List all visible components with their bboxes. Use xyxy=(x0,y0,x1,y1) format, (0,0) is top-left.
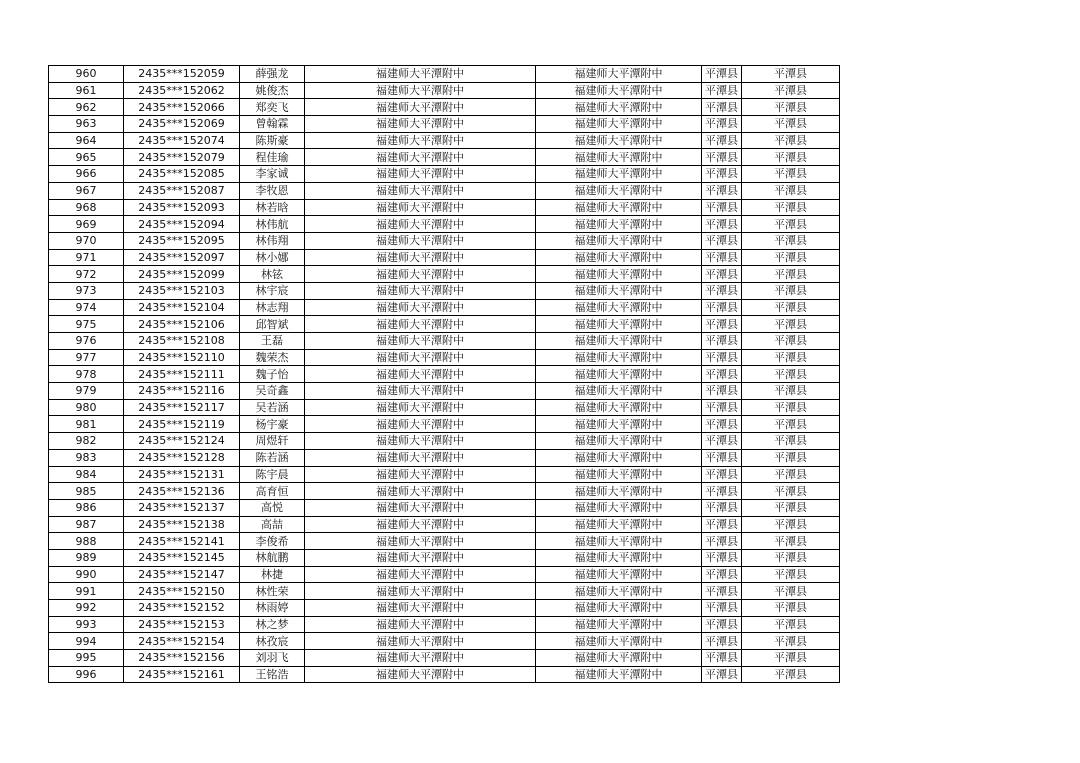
row-number-cell: 972 xyxy=(49,266,124,283)
admitted-school-cell: 福建师大平潭附中 xyxy=(536,483,702,500)
region-cell: 平潭县 xyxy=(742,316,840,333)
county-cell: 平潭县 xyxy=(702,299,742,316)
row-number-cell: 970 xyxy=(49,232,124,249)
admitted-school-cell: 福建师大平潭附中 xyxy=(536,316,702,333)
admitted-school-cell: 福建师大平潭附中 xyxy=(536,650,702,667)
row-number-cell: 963 xyxy=(49,116,124,133)
county-cell: 平潭县 xyxy=(702,199,742,216)
row-number-cell: 978 xyxy=(49,366,124,383)
admitted-school-cell: 福建师大平潭附中 xyxy=(536,199,702,216)
school-cell: 福建师大平潭附中 xyxy=(305,499,536,516)
student-name-cell: 林雨婷 xyxy=(240,600,305,617)
region-cell: 平潭县 xyxy=(742,666,840,683)
region-cell: 平潭县 xyxy=(742,282,840,299)
county-cell: 平潭县 xyxy=(702,633,742,650)
admitted-school-cell: 福建师大平潭附中 xyxy=(536,466,702,483)
admitted-school-cell: 福建师大平潭附中 xyxy=(536,449,702,466)
school-cell: 福建师大平潭附中 xyxy=(305,232,536,249)
county-cell: 平潭县 xyxy=(702,483,742,500)
table-row xyxy=(49,349,840,366)
student-name-cell: 林孜宸 xyxy=(240,633,305,650)
school-cell: 福建师大平潭附中 xyxy=(305,299,536,316)
region-cell: 平潭县 xyxy=(742,66,840,83)
school-cell: 福建师大平潭附中 xyxy=(305,149,536,166)
region-cell: 平潭县 xyxy=(742,366,840,383)
table-row xyxy=(49,549,840,566)
school-cell: 福建师大平潭附中 xyxy=(305,650,536,667)
row-number-cell: 961 xyxy=(49,82,124,99)
candidate-id-cell: 2435***152161 xyxy=(124,666,240,683)
region-cell: 平潭县 xyxy=(742,266,840,283)
row-number-cell: 983 xyxy=(49,449,124,466)
table-row xyxy=(49,416,840,433)
school-cell: 福建师大平潭附中 xyxy=(305,266,536,283)
row-number-cell: 975 xyxy=(49,316,124,333)
student-name-cell: 程佳瑜 xyxy=(240,149,305,166)
school-cell: 福建师大平潭附中 xyxy=(305,216,536,233)
roster-body xyxy=(49,66,840,683)
admitted-school-cell: 福建师大平潭附中 xyxy=(536,499,702,516)
candidate-id-cell: 2435***152116 xyxy=(124,383,240,400)
school-cell: 福建师大平潭附中 xyxy=(305,333,536,350)
school-cell: 福建师大平潭附中 xyxy=(305,466,536,483)
student-name-cell: 林铉 xyxy=(240,266,305,283)
row-number-cell: 993 xyxy=(49,616,124,633)
row-number-cell: 976 xyxy=(49,333,124,350)
table-row xyxy=(49,282,840,299)
row-number-cell: 980 xyxy=(49,399,124,416)
school-cell: 福建师大平潭附中 xyxy=(305,516,536,533)
candidate-id-cell: 2435***152085 xyxy=(124,166,240,183)
candidate-id-cell: 2435***152150 xyxy=(124,583,240,600)
school-cell: 福建师大平潭附中 xyxy=(305,366,536,383)
region-cell: 平潭县 xyxy=(742,216,840,233)
student-name-cell: 曾翰霖 xyxy=(240,116,305,133)
student-name-cell: 魏荣杰 xyxy=(240,349,305,366)
row-number-cell: 960 xyxy=(49,66,124,83)
county-cell: 平潭县 xyxy=(702,383,742,400)
school-cell: 福建师大平潭附中 xyxy=(305,99,536,116)
candidate-id-cell: 2435***152093 xyxy=(124,199,240,216)
county-cell: 平潭县 xyxy=(702,399,742,416)
table-row xyxy=(49,182,840,199)
school-cell: 福建师大平潭附中 xyxy=(305,199,536,216)
region-cell: 平潭县 xyxy=(742,199,840,216)
county-cell: 平潭县 xyxy=(702,616,742,633)
school-cell: 福建师大平潭附中 xyxy=(305,666,536,683)
candidate-id-cell: 2435***152141 xyxy=(124,533,240,550)
table-row xyxy=(49,383,840,400)
school-cell: 福建师大平潭附中 xyxy=(305,316,536,333)
admitted-school-cell: 福建师大平潭附中 xyxy=(536,399,702,416)
admitted-school-cell: 福建师大平潭附中 xyxy=(536,333,702,350)
table-row xyxy=(49,82,840,99)
county-cell: 平潭县 xyxy=(702,366,742,383)
county-cell: 平潭县 xyxy=(702,166,742,183)
admitted-school-cell: 福建师大平潭附中 xyxy=(536,633,702,650)
school-cell: 福建师大平潭附中 xyxy=(305,282,536,299)
candidate-id-cell: 2435***152108 xyxy=(124,333,240,350)
school-cell: 福建师大平潭附中 xyxy=(305,132,536,149)
admitted-school-cell: 福建师大平潭附中 xyxy=(536,149,702,166)
school-cell: 福建师大平潭附中 xyxy=(305,66,536,83)
row-number-cell: 995 xyxy=(49,650,124,667)
student-name-cell: 姚俊杰 xyxy=(240,82,305,99)
school-cell: 福建师大平潭附中 xyxy=(305,166,536,183)
county-cell: 平潭县 xyxy=(702,533,742,550)
row-number-cell: 994 xyxy=(49,633,124,650)
region-cell: 平潭县 xyxy=(742,466,840,483)
school-cell: 福建师大平潭附中 xyxy=(305,383,536,400)
table-row xyxy=(49,249,840,266)
admitted-school-cell: 福建师大平潭附中 xyxy=(536,366,702,383)
admitted-school-cell: 福建师大平潭附中 xyxy=(536,182,702,199)
candidate-id-cell: 2435***152062 xyxy=(124,82,240,99)
region-cell: 平潭县 xyxy=(742,516,840,533)
school-cell: 福建师大平潭附中 xyxy=(305,583,536,600)
county-cell: 平潭县 xyxy=(702,449,742,466)
admitted-school-cell: 福建师大平潭附中 xyxy=(536,66,702,83)
candidate-id-cell: 2435***152128 xyxy=(124,449,240,466)
table-row xyxy=(49,583,840,600)
school-cell: 福建师大平潭附中 xyxy=(305,483,536,500)
admitted-school-cell: 福建师大平潭附中 xyxy=(536,99,702,116)
student-name-cell: 刘羽飞 xyxy=(240,650,305,667)
student-name-cell: 陈若涵 xyxy=(240,449,305,466)
student-name-cell: 李俊希 xyxy=(240,533,305,550)
student-name-cell: 周煜轩 xyxy=(240,433,305,450)
table-row xyxy=(49,483,840,500)
candidate-id-cell: 2435***152117 xyxy=(124,399,240,416)
row-number-cell: 965 xyxy=(49,149,124,166)
student-name-cell: 陈宇晨 xyxy=(240,466,305,483)
student-name-cell: 王磊 xyxy=(240,333,305,350)
county-cell: 平潭县 xyxy=(702,316,742,333)
table-row xyxy=(49,132,840,149)
school-cell: 福建师大平潭附中 xyxy=(305,549,536,566)
student-name-cell: 林航鹏 xyxy=(240,549,305,566)
table-row xyxy=(49,99,840,116)
admitted-school-cell: 福建师大平潭附中 xyxy=(536,516,702,533)
row-number-cell: 987 xyxy=(49,516,124,533)
school-cell: 福建师大平潭附中 xyxy=(305,449,536,466)
county-cell: 平潭县 xyxy=(702,549,742,566)
table-row xyxy=(49,449,840,466)
admitted-school-cell: 福建师大平潭附中 xyxy=(536,433,702,450)
school-cell: 福建师大平潭附中 xyxy=(305,82,536,99)
school-cell: 福建师大平潭附中 xyxy=(305,116,536,133)
table-row xyxy=(49,116,840,133)
county-cell: 平潭县 xyxy=(702,600,742,617)
row-number-cell: 974 xyxy=(49,299,124,316)
row-number-cell: 962 xyxy=(49,99,124,116)
admitted-school-cell: 福建师大平潭附中 xyxy=(536,116,702,133)
row-number-cell: 981 xyxy=(49,416,124,433)
county-cell: 平潭县 xyxy=(702,666,742,683)
row-number-cell: 977 xyxy=(49,349,124,366)
student-name-cell: 杨宇豪 xyxy=(240,416,305,433)
student-name-cell: 林若晗 xyxy=(240,199,305,216)
region-cell: 平潭县 xyxy=(742,116,840,133)
table-row xyxy=(49,316,840,333)
table-row xyxy=(49,232,840,249)
admitted-school-cell: 福建师大平潭附中 xyxy=(536,383,702,400)
county-cell: 平潭县 xyxy=(702,216,742,233)
county-cell: 平潭县 xyxy=(702,416,742,433)
candidate-id-cell: 2435***152154 xyxy=(124,633,240,650)
student-name-cell: 林小娜 xyxy=(240,249,305,266)
candidate-id-cell: 2435***152137 xyxy=(124,499,240,516)
school-cell: 福建师大平潭附中 xyxy=(305,566,536,583)
admitted-school-cell: 福建师大平潭附中 xyxy=(536,82,702,99)
row-number-cell: 969 xyxy=(49,216,124,233)
school-cell: 福建师大平潭附中 xyxy=(305,433,536,450)
candidate-id-cell: 2435***152110 xyxy=(124,349,240,366)
candidate-id-cell: 2435***152066 xyxy=(124,99,240,116)
candidate-id-cell: 2435***152069 xyxy=(124,116,240,133)
row-number-cell: 979 xyxy=(49,383,124,400)
student-name-cell: 高悦 xyxy=(240,499,305,516)
county-cell: 平潭县 xyxy=(702,132,742,149)
region-cell: 平潭县 xyxy=(742,499,840,516)
region-cell: 平潭县 xyxy=(742,383,840,400)
candidate-id-cell: 2435***152087 xyxy=(124,182,240,199)
county-cell: 平潭县 xyxy=(702,516,742,533)
row-number-cell: 968 xyxy=(49,199,124,216)
table-row xyxy=(49,499,840,516)
student-name-cell: 林宇宸 xyxy=(240,282,305,299)
candidate-id-cell: 2435***152131 xyxy=(124,466,240,483)
admitted-school-cell: 福建师大平潭附中 xyxy=(536,600,702,617)
row-number-cell: 992 xyxy=(49,600,124,617)
region-cell: 平潭县 xyxy=(742,149,840,166)
student-name-cell: 吴若涵 xyxy=(240,399,305,416)
student-name-cell: 王铭浩 xyxy=(240,666,305,683)
county-cell: 平潭县 xyxy=(702,149,742,166)
candidate-id-cell: 2435***152094 xyxy=(124,216,240,233)
county-cell: 平潭县 xyxy=(702,232,742,249)
admitted-school-cell: 福建师大平潭附中 xyxy=(536,166,702,183)
row-number-cell: 964 xyxy=(49,132,124,149)
student-name-cell: 高育恒 xyxy=(240,483,305,500)
admitted-school-cell: 福建师大平潭附中 xyxy=(536,533,702,550)
student-name-cell: 林志翔 xyxy=(240,299,305,316)
row-number-cell: 982 xyxy=(49,433,124,450)
candidate-id-cell: 2435***152103 xyxy=(124,282,240,299)
candidate-id-cell: 2435***152153 xyxy=(124,616,240,633)
admitted-school-cell: 福建师大平潭附中 xyxy=(536,549,702,566)
admitted-school-cell: 福建师大平潭附中 xyxy=(536,566,702,583)
school-cell: 福建师大平潭附中 xyxy=(305,182,536,199)
school-cell: 福建师大平潭附中 xyxy=(305,399,536,416)
student-name-cell: 魏子怡 xyxy=(240,366,305,383)
county-cell: 平潭县 xyxy=(702,182,742,199)
region-cell: 平潭县 xyxy=(742,633,840,650)
region-cell: 平潭县 xyxy=(742,483,840,500)
candidate-id-cell: 2435***152104 xyxy=(124,299,240,316)
county-cell: 平潭县 xyxy=(702,499,742,516)
student-name-cell: 林捷 xyxy=(240,566,305,583)
candidate-id-cell: 2435***152136 xyxy=(124,483,240,500)
student-roster-table xyxy=(48,65,840,683)
row-number-cell: 984 xyxy=(49,466,124,483)
candidate-id-cell: 2435***152106 xyxy=(124,316,240,333)
school-cell: 福建师大平潭附中 xyxy=(305,349,536,366)
candidate-id-cell: 2435***152074 xyxy=(124,132,240,149)
school-cell: 福建师大平潭附中 xyxy=(305,616,536,633)
school-cell: 福建师大平潭附中 xyxy=(305,633,536,650)
region-cell: 平潭县 xyxy=(742,650,840,667)
region-cell: 平潭县 xyxy=(742,616,840,633)
row-number-cell: 986 xyxy=(49,499,124,516)
row-number-cell: 991 xyxy=(49,583,124,600)
candidate-id-cell: 2435***152079 xyxy=(124,149,240,166)
student-name-cell: 邱智斌 xyxy=(240,316,305,333)
candidate-id-cell: 2435***152059 xyxy=(124,66,240,83)
candidate-id-cell: 2435***152156 xyxy=(124,650,240,667)
school-cell: 福建师大平潭附中 xyxy=(305,416,536,433)
candidate-id-cell: 2435***152099 xyxy=(124,266,240,283)
admitted-school-cell: 福建师大平潭附中 xyxy=(536,216,702,233)
school-cell: 福建师大平潭附中 xyxy=(305,249,536,266)
candidate-id-cell: 2435***152147 xyxy=(124,566,240,583)
table-row xyxy=(49,333,840,350)
county-cell: 平潭县 xyxy=(702,349,742,366)
admitted-school-cell: 福建师大平潭附中 xyxy=(536,349,702,366)
candidate-id-cell: 2435***152095 xyxy=(124,232,240,249)
table-row xyxy=(49,466,840,483)
county-cell: 平潭县 xyxy=(702,266,742,283)
student-name-cell: 薛强龙 xyxy=(240,66,305,83)
region-cell: 平潭县 xyxy=(742,399,840,416)
region-cell: 平潭县 xyxy=(742,533,840,550)
table-row xyxy=(49,533,840,550)
row-number-cell: 973 xyxy=(49,282,124,299)
admitted-school-cell: 福建师大平潭附中 xyxy=(536,232,702,249)
region-cell: 平潭县 xyxy=(742,583,840,600)
candidate-id-cell: 2435***152111 xyxy=(124,366,240,383)
region-cell: 平潭县 xyxy=(742,600,840,617)
region-cell: 平潭县 xyxy=(742,132,840,149)
admitted-school-cell: 福建师大平潭附中 xyxy=(536,282,702,299)
student-name-cell: 李家诚 xyxy=(240,166,305,183)
candidate-id-cell: 2435***152097 xyxy=(124,249,240,266)
table-row xyxy=(49,366,840,383)
table-row xyxy=(49,299,840,316)
table-row xyxy=(49,216,840,233)
region-cell: 平潭县 xyxy=(742,249,840,266)
region-cell: 平潭县 xyxy=(742,299,840,316)
row-number-cell: 966 xyxy=(49,166,124,183)
table-row xyxy=(49,616,840,633)
region-cell: 平潭县 xyxy=(742,566,840,583)
region-cell: 平潭县 xyxy=(742,82,840,99)
student-name-cell: 高喆 xyxy=(240,516,305,533)
admitted-school-cell: 福建师大平潭附中 xyxy=(536,249,702,266)
student-name-cell: 郑奕飞 xyxy=(240,99,305,116)
row-number-cell: 990 xyxy=(49,566,124,583)
row-number-cell: 988 xyxy=(49,533,124,550)
row-number-cell: 985 xyxy=(49,483,124,500)
candidate-id-cell: 2435***152124 xyxy=(124,433,240,450)
table-row xyxy=(49,433,840,450)
county-cell: 平潭县 xyxy=(702,566,742,583)
admitted-school-cell: 福建师大平潭附中 xyxy=(536,416,702,433)
region-cell: 平潭县 xyxy=(742,349,840,366)
table-row xyxy=(49,650,840,667)
table-row xyxy=(49,199,840,216)
candidate-id-cell: 2435***152119 xyxy=(124,416,240,433)
row-number-cell: 967 xyxy=(49,182,124,199)
table-row xyxy=(49,266,840,283)
admitted-school-cell: 福建师大平潭附中 xyxy=(536,299,702,316)
county-cell: 平潭县 xyxy=(702,99,742,116)
region-cell: 平潭县 xyxy=(742,333,840,350)
table-row xyxy=(49,399,840,416)
region-cell: 平潭县 xyxy=(742,99,840,116)
row-number-cell: 996 xyxy=(49,666,124,683)
county-cell: 平潭县 xyxy=(702,66,742,83)
region-cell: 平潭县 xyxy=(742,416,840,433)
county-cell: 平潭县 xyxy=(702,433,742,450)
table-row xyxy=(49,149,840,166)
admitted-school-cell: 福建师大平潭附中 xyxy=(536,666,702,683)
table-row xyxy=(49,66,840,83)
region-cell: 平潭县 xyxy=(742,449,840,466)
school-cell: 福建师大平潭附中 xyxy=(305,533,536,550)
county-cell: 平潭县 xyxy=(702,583,742,600)
candidate-id-cell: 2435***152152 xyxy=(124,600,240,617)
region-cell: 平潭县 xyxy=(742,232,840,249)
school-cell: 福建师大平潭附中 xyxy=(305,600,536,617)
table-row xyxy=(49,633,840,650)
admitted-school-cell: 福建师大平潭附中 xyxy=(536,616,702,633)
student-name-cell: 吴奇鑫 xyxy=(240,383,305,400)
region-cell: 平潭县 xyxy=(742,549,840,566)
table-row xyxy=(49,166,840,183)
student-name-cell: 陈斯豪 xyxy=(240,132,305,149)
county-cell: 平潭县 xyxy=(702,333,742,350)
county-cell: 平潭县 xyxy=(702,650,742,667)
student-name-cell: 林伟航 xyxy=(240,216,305,233)
admitted-school-cell: 福建师大平潭附中 xyxy=(536,266,702,283)
student-name-cell: 林之梦 xyxy=(240,616,305,633)
student-name-cell: 林性荣 xyxy=(240,583,305,600)
row-number-cell: 989 xyxy=(49,549,124,566)
county-cell: 平潭县 xyxy=(702,249,742,266)
table-row xyxy=(49,666,840,683)
admitted-school-cell: 福建师大平潭附中 xyxy=(536,583,702,600)
table-row xyxy=(49,516,840,533)
admitted-school-cell: 福建师大平潭附中 xyxy=(536,132,702,149)
table-row xyxy=(49,566,840,583)
region-cell: 平潭县 xyxy=(742,166,840,183)
table-row xyxy=(49,600,840,617)
student-name-cell: 李牧恩 xyxy=(240,182,305,199)
county-cell: 平潭县 xyxy=(702,282,742,299)
region-cell: 平潭县 xyxy=(742,182,840,199)
student-name-cell: 林伟翔 xyxy=(240,232,305,249)
candidate-id-cell: 2435***152138 xyxy=(124,516,240,533)
county-cell: 平潭县 xyxy=(702,466,742,483)
candidate-id-cell: 2435***152145 xyxy=(124,549,240,566)
county-cell: 平潭县 xyxy=(702,116,742,133)
region-cell: 平潭县 xyxy=(742,433,840,450)
county-cell: 平潭县 xyxy=(702,82,742,99)
row-number-cell: 971 xyxy=(49,249,124,266)
